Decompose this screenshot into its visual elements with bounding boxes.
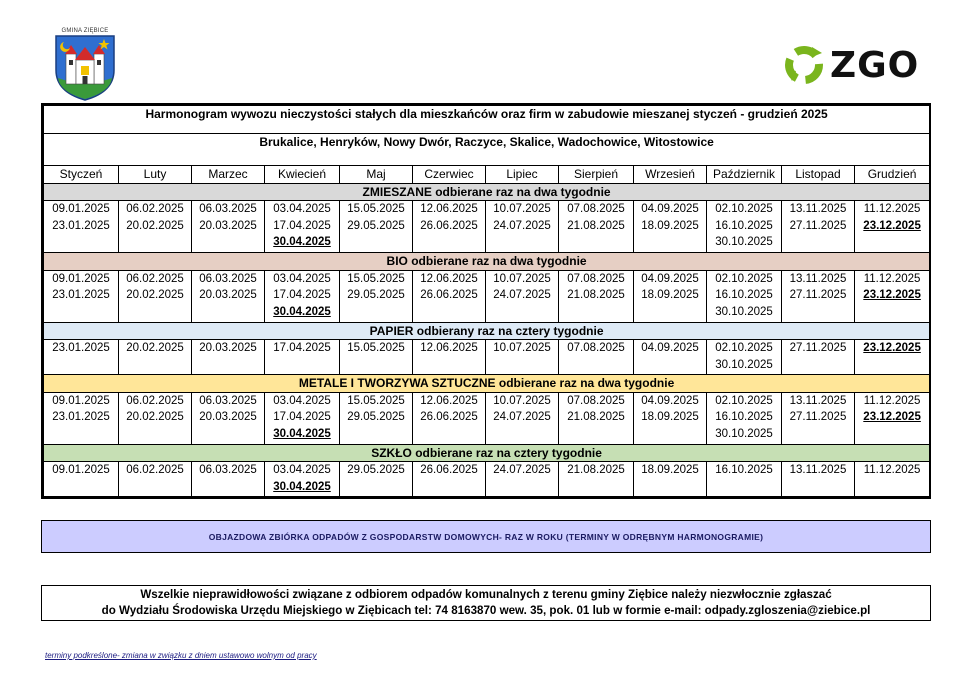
collection-date: 29.05.2025 <box>347 219 405 232</box>
collection-date: 23.01.2025 <box>52 342 110 354</box>
date-cell <box>119 392 192 444</box>
date-cell <box>707 462 782 497</box>
collection-date: 20.03.2025 <box>199 289 257 301</box>
collection-date: 03.04.2025 <box>273 203 331 215</box>
collection-date: 04.09.2025 <box>641 394 699 407</box>
month-header: Wrzesień <box>634 166 707 184</box>
collection-date: 06.03.2025 <box>199 203 257 215</box>
section-header-glass <box>44 444 930 462</box>
mobile-collection-banner: OBJAZDOWA ZBIÓRKA ODPADÓW Z GOSPODARSTW DOMOWYCH- RAZ W ROKU (TERMINY W ODRĘBNYM HARMONOGRAMIE) <box>41 520 931 553</box>
date-cell <box>855 201 930 253</box>
collection-date: 27.11.2025 <box>789 342 847 354</box>
collection-date: 18.09.2025 <box>641 464 699 476</box>
collection-date: 23.12.2025 <box>863 411 921 423</box>
date-cell <box>707 201 782 253</box>
collection-date: 29.05.2025 <box>347 464 405 476</box>
collection-date: 24.07.2025 <box>493 411 551 423</box>
date-cell <box>486 270 559 322</box>
collection-date: 24.07.2025 <box>493 464 551 476</box>
date-cell <box>44 201 119 253</box>
collection-date: 30.10.2025 <box>715 236 773 248</box>
collection-date: 27.11.2025 <box>789 219 847 232</box>
dates-row-mixed <box>44 201 930 253</box>
collection-date: 13.11.2025 <box>789 394 847 407</box>
collection-date: 20.02.2025 <box>126 219 184 232</box>
month-header: Luty <box>119 166 192 184</box>
date-cell <box>782 462 855 497</box>
collection-date: 06.02.2025 <box>126 272 184 285</box>
collection-date: 26.06.2025 <box>420 464 478 476</box>
date-cell <box>634 462 707 497</box>
date-cell <box>486 340 559 375</box>
collection-date: 30.04.2025 <box>273 480 331 493</box>
collection-date: 21.08.2025 <box>567 289 625 301</box>
schedule-title: Harmonogram wywozu nieczystości stałych dla mieszkańców oraz firm w zabudowie mieszanej styczeń - grudzień 2025 <box>44 106 930 134</box>
collection-date: 23.01.2025 <box>52 219 110 232</box>
section-header-paper <box>44 322 930 340</box>
collection-date: 30.10.2025 <box>715 305 773 318</box>
collection-date: 09.01.2025 <box>52 203 110 215</box>
date-cell <box>559 201 634 253</box>
collection-date: 12.06.2025 <box>420 203 478 215</box>
date-cell <box>192 340 265 375</box>
collection-date: 20.02.2025 <box>126 411 184 423</box>
collection-date: 10.07.2025 <box>493 272 551 285</box>
collection-date: 11.12.2025 <box>863 203 921 215</box>
logo-text: ZGO <box>830 44 920 86</box>
date-cell <box>340 201 413 253</box>
date-cell <box>413 392 486 444</box>
collection-date: 30.10.2025 <box>715 358 773 371</box>
collection-date: 18.09.2025 <box>641 289 699 301</box>
collection-date: 12.06.2025 <box>420 272 478 285</box>
collection-date: 24.07.2025 <box>493 289 551 301</box>
collection-date: 16.10.2025 <box>715 219 773 232</box>
zgo-logo <box>782 42 919 88</box>
collection-date: 15.05.2025 <box>347 394 405 407</box>
localities: Brukalice, Henryków, Nowy Dwór, Raczyce, Skalice, Wadochowice, Witostowice <box>44 134 930 166</box>
collection-date: 20.03.2025 <box>199 342 257 354</box>
date-cell <box>855 392 930 444</box>
date-cell <box>413 462 486 497</box>
collection-date: 09.01.2025 <box>52 464 110 476</box>
dates-row-paper <box>44 340 930 375</box>
date-cell <box>782 201 855 253</box>
collection-date: 04.09.2025 <box>641 272 699 285</box>
month-header: Czerwiec <box>413 166 486 184</box>
collection-date: 17.04.2025 <box>273 219 331 232</box>
collection-date: 02.10.2025 <box>715 272 773 285</box>
month-header: Grudzień <box>855 166 930 184</box>
month-header-row <box>44 166 930 184</box>
month-header: Marzec <box>192 166 265 184</box>
collection-date: 11.12.2025 <box>863 464 921 476</box>
date-cell <box>340 392 413 444</box>
section-label: METALE I TWORZYWA SZTUCZNE odbierane raz na dwa tygodnie <box>44 375 930 393</box>
collection-date: 02.10.2025 <box>715 394 773 407</box>
collection-date: 26.06.2025 <box>420 411 478 423</box>
collection-date: 20.03.2025 <box>199 411 257 423</box>
collection-date: 10.07.2025 <box>493 342 551 354</box>
dates-row-glass <box>44 462 930 497</box>
collection-date: 21.08.2025 <box>567 464 625 476</box>
section-header-bio <box>44 253 930 271</box>
collection-date: 06.02.2025 <box>126 464 184 476</box>
date-cell <box>192 392 265 444</box>
collection-date: 03.04.2025 <box>273 394 331 407</box>
date-cell <box>634 340 707 375</box>
collection-date: 15.05.2025 <box>347 203 405 215</box>
date-cell <box>634 201 707 253</box>
date-cell <box>559 392 634 444</box>
date-cell <box>559 270 634 322</box>
collection-date: 30.10.2025 <box>715 427 773 440</box>
collection-date: 17.04.2025 <box>273 289 331 301</box>
section-label: ZMIESZANE odbierane raz na dwa tygodnie <box>44 183 930 201</box>
date-cell <box>413 270 486 322</box>
collection-date: 17.04.2025 <box>273 342 331 354</box>
date-cell <box>44 462 119 497</box>
collection-date: 13.11.2025 <box>789 272 847 285</box>
date-cell <box>855 462 930 497</box>
collection-date: 07.08.2025 <box>567 394 625 407</box>
collection-date: 20.03.2025 <box>199 219 257 232</box>
collection-date: 30.04.2025 <box>273 427 331 440</box>
collection-date: 07.08.2025 <box>567 272 625 285</box>
collection-date: 03.04.2025 <box>273 464 331 476</box>
month-header: Maj <box>340 166 413 184</box>
date-cell <box>265 201 340 253</box>
dates-row-bio <box>44 270 930 322</box>
collection-date: 23.12.2025 <box>863 289 921 301</box>
collection-date: 13.11.2025 <box>789 464 847 476</box>
date-cell <box>192 201 265 253</box>
date-cell <box>340 462 413 497</box>
crest-caption: GMINA ZIĘBICE <box>61 28 109 34</box>
collection-date: 18.09.2025 <box>641 219 699 232</box>
collection-date: 20.02.2025 <box>126 342 184 354</box>
collection-date: 09.01.2025 <box>52 394 110 407</box>
collection-date: 15.05.2025 <box>347 342 405 354</box>
date-cell <box>782 392 855 444</box>
section-label: BIO odbierane raz na dwa tygodnie <box>44 253 930 271</box>
collection-date: 09.01.2025 <box>52 272 110 285</box>
collection-date: 18.09.2025 <box>641 411 699 423</box>
collection-date: 16.10.2025 <box>715 289 773 301</box>
date-cell <box>782 270 855 322</box>
date-cell <box>119 462 192 497</box>
date-cell <box>119 270 192 322</box>
date-cell <box>265 392 340 444</box>
recycle-icon <box>782 43 826 87</box>
section-label: PAPIER odbierany raz na cztery tygodnie <box>44 322 930 340</box>
collection-date: 23.12.2025 <box>863 342 921 354</box>
collection-date: 27.11.2025 <box>789 289 847 301</box>
date-cell <box>413 201 486 253</box>
collection-date: 24.07.2025 <box>493 219 551 232</box>
date-cell <box>559 340 634 375</box>
contact-line-2: do Wydziału Środowiska Urzędu Miejskiego w Ziębicach tel: 74 8163870 wew. 35, pok. 01 lub w formie e-mail: odpady.zgloszenia@ziebice.pl <box>101 604 871 617</box>
date-cell <box>486 392 559 444</box>
collection-date: 12.06.2025 <box>420 394 478 407</box>
date-cell <box>855 340 930 375</box>
contact-info <box>41 585 931 621</box>
date-cell <box>119 340 192 375</box>
collection-date: 02.10.2025 <box>715 203 773 215</box>
date-cell <box>707 270 782 322</box>
collection-date: 02.10.2025 <box>715 342 773 354</box>
date-cell <box>44 270 119 322</box>
collection-date: 12.06.2025 <box>420 342 478 354</box>
collection-date: 20.02.2025 <box>126 289 184 301</box>
date-cell <box>265 340 340 375</box>
date-cell <box>413 340 486 375</box>
collection-date: 06.03.2025 <box>199 394 257 407</box>
month-header: Sierpień <box>559 166 634 184</box>
date-cell <box>340 340 413 375</box>
section-header-mixed <box>44 183 930 201</box>
collection-date: 23.01.2025 <box>52 289 110 301</box>
date-cell <box>634 392 707 444</box>
collection-date: 29.05.2025 <box>347 411 405 423</box>
date-cell <box>486 201 559 253</box>
collection-date: 10.07.2025 <box>493 203 551 215</box>
date-cell <box>707 340 782 375</box>
municipality-crest-icon <box>52 30 118 102</box>
collection-date: 29.05.2025 <box>347 289 405 301</box>
date-cell <box>192 462 265 497</box>
collection-date: 11.12.2025 <box>863 394 921 407</box>
collection-date: 06.03.2025 <box>199 464 257 476</box>
collection-date: 30.04.2025 <box>273 236 331 248</box>
month-header: Styczeń <box>44 166 119 184</box>
collection-date: 26.06.2025 <box>420 289 478 301</box>
date-cell <box>340 270 413 322</box>
date-cell <box>782 340 855 375</box>
date-cell <box>265 462 340 497</box>
dates-row-metals <box>44 392 930 444</box>
footnote: terminy podkreślone- zmiana w związku z dniem ustawowo wolnym od pracy <box>45 651 317 660</box>
date-cell <box>559 462 634 497</box>
collection-date: 13.11.2025 <box>789 203 847 215</box>
section-header-metals <box>44 375 930 393</box>
collection-date: 10.07.2025 <box>493 394 551 407</box>
collection-date: 15.05.2025 <box>347 272 405 285</box>
collection-date: 23.12.2025 <box>863 219 921 232</box>
collection-date: 11.12.2025 <box>863 272 921 285</box>
collection-date: 03.04.2025 <box>273 272 331 285</box>
date-cell <box>119 201 192 253</box>
collection-date: 16.10.2025 <box>715 411 773 423</box>
date-cell <box>486 462 559 497</box>
schedule-table <box>41 103 931 499</box>
collection-date: 30.04.2025 <box>273 305 331 318</box>
contact-line-1: Wszelkie nieprawidłowości związane z odbiorem odpadów komunalnych z terenu gminy Ziębice należy niezwłocznie zgłaszać <box>140 588 832 601</box>
collection-date: 04.09.2025 <box>641 203 699 215</box>
date-cell <box>634 270 707 322</box>
date-cell <box>265 270 340 322</box>
section-label: SZKŁO odbierane raz na cztery tygodnie <box>44 444 930 462</box>
collection-date: 04.09.2025 <box>641 342 699 354</box>
collection-date: 06.02.2025 <box>126 394 184 407</box>
date-cell <box>44 340 119 375</box>
collection-date: 26.06.2025 <box>420 219 478 232</box>
month-header: Listopad <box>782 166 855 184</box>
date-cell <box>855 270 930 322</box>
collection-date: 16.10.2025 <box>715 464 773 476</box>
collection-date: 06.02.2025 <box>126 203 184 215</box>
date-cell <box>44 392 119 444</box>
collection-date: 23.01.2025 <box>52 411 110 423</box>
collection-date: 21.08.2025 <box>567 219 625 232</box>
collection-date: 07.08.2025 <box>567 203 625 215</box>
month-header: Lipiec <box>486 166 559 184</box>
collection-date: 21.08.2025 <box>567 411 625 423</box>
collection-date: 17.04.2025 <box>273 411 331 423</box>
month-header: Kwiecień <box>265 166 340 184</box>
date-cell <box>192 270 265 322</box>
date-cell <box>707 392 782 444</box>
collection-date: 07.08.2025 <box>567 342 625 354</box>
month-header: Październik <box>707 166 782 184</box>
collection-date: 06.03.2025 <box>199 272 257 285</box>
collection-date: 27.11.2025 <box>789 411 847 423</box>
